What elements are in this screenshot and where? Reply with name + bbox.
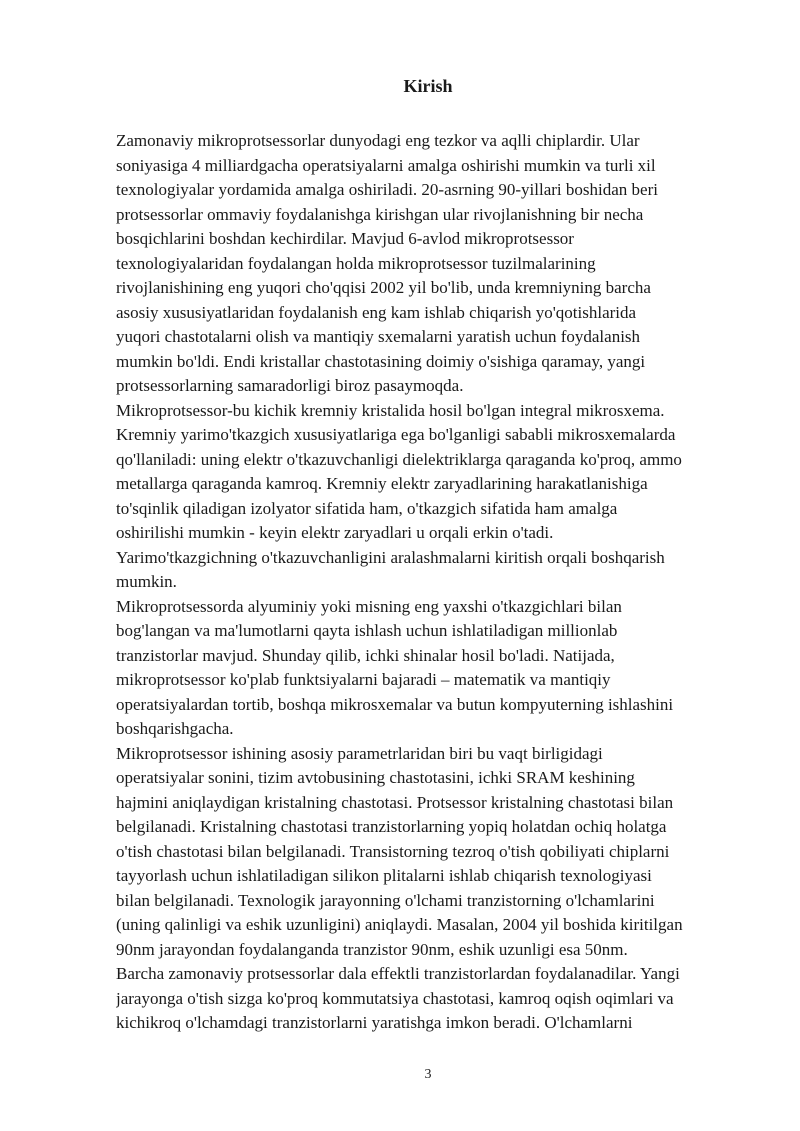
page-title: Kirish [403,76,453,96]
text-line: yuqori chastotalarni olish va mantiqiy sxemalarni yaratish uchun foydalanish [116,327,641,346]
text-line: metallarga qaraganda kamroq. Kremniy elektr zaryadlarining harakatlanishiga [116,474,648,493]
text-line: mumkin. [116,572,177,591]
text-line: protsessorlarning samaradorligi biroz pasaymoqda. [116,376,464,395]
text-line: tranzistorlar mavjud. Shunday qilib, ichki shinalar hosil bo'ladi. Natijada, [116,645,615,665]
text-line: jarayonga o'tish sizga ko'proq kommutatsiya chastotasi, kamroq oqish oqimlari va [116,988,674,1008]
text-line: Barcha zamonaviy protsessorlar dala effektli tranzistorlardan foydalanadilar. Yangi [116,964,680,983]
text-line: bilan belgilanadi. Texnologik jarayonning o'lchami tranzistorning o'lchamlarini [116,890,655,910]
text-line: soniyasiga 4 milliardgacha operatsiyalarni amalga oshirishi mumkin va turli xil [116,155,656,175]
text-line: oshirilishi mumkin - keyin elektr zaryadlari u orqali erkin o'tadi. [116,523,554,542]
text-line: Yarimo'tkazgichning o'tkazuvchanligini aralashmalarni kiritish orqali boshqarish [116,547,665,567]
text-line: Mikroprotsessor-bu kichik kremniy kristalida hosil bo'lgan integral mikrosxema. [116,400,665,420]
text-line: hajmini aniqlaydigan kristalning chastotasi. Protsessor kristalning chastotasi bilan [116,792,674,812]
text-line: tayyorlash uchun ishlatiladigan silikon plitalarni ishlab chiqarish texnologiyasi [116,866,652,885]
text-line: o'tish chastotasi bilan belgilanadi. Transistorning tezroq o'tish qobiliyati chiplarni [116,841,670,861]
text-line: texnologiyalar yordamida amalga oshiriladi. 20-asrning 90-yillari boshidan beri [116,180,658,199]
text-line: texnologiyalaridan foydalangan holda mikroprotsessor tuzilmalarining [116,253,596,273]
text-line: Zamonaviy mikroprotsessorlar dunyodagi eng tezkor va aqlli chiplardir. Ular [116,131,640,150]
body-text [116,129,756,1061]
text-line: belgilanadi. Kristalning chastotasi tranzistorlarning yopiq holatdan ochiq holatga [116,817,667,836]
text-line: operatsiyalar sonini, tizim avtobusining chastotasini, ichki SRAM keshining [116,768,635,787]
text-line: bosqichlarini boshdan kechirdilar. Mavjud 6-avlod mikroprotsessor [116,229,574,248]
page-number: 3 [424,1067,432,1082]
text-line: operatsiyalardan tortib, boshqa mikrosxemalar va butun kompyuterning ishlashini [116,694,674,714]
text-line: protsessorlar ommaviy foydalanishga kirishgan ular rivojlanishning bir necha [116,204,644,224]
text-line: rivojlanishining eng yuqori cho'qqisi 2002 yil bo'lib, unda kremniyning barcha [116,278,651,297]
text-line: Mikroprotsessor ishining asosiy parametrlaridan biri bu vaqt birligidagi [116,743,603,763]
text-line: (uning qalinligi va eshik uzunligini) aniqlaydi. Masalan, 2004 yil boshida kiritilgan [116,915,683,934]
text-line: bog'langan va ma'lumotlarni qayta ishlash uchun ishlatiladigan millionlab [116,621,618,640]
text-line: mikroprotsessor ko'plab funktsiyalarni bajaradi – matematik va mantiqiy [116,670,611,689]
text-line: Mikroprotsessorda alyuminiy yoki misning eng yaxshi o'tkazgichlari bilan [116,596,622,616]
text-line: to'sqinlik qiladigan izolyator sifatida ham, o'tkazgich sifatida ham amalga [116,498,618,518]
text-line: asosiy xususiyatlaridan foydalanish eng kam ishlab chiqarish yo'qotishlarida [116,302,637,322]
text-line: kichikroq o'lchamdagi tranzistorlarni yaratishga imkon beradi. O'lchamlarni [116,1013,633,1032]
text-line: 90nm jarayondan foydalanganda tranzistor 90nm, eshik uzunligi esa 50nm. [116,939,628,959]
text-line: qo'llaniladi: uning elektr o'tkazuvchanligi dielektriklarga qaraganda ko'proq, ammo [116,449,682,469]
text-line: mumkin bo'ldi. Endi kristallar chastotasining doimiy o'sishiga qaramay, yangi [116,351,646,371]
text-line: Kremniy yarimo'tkazgich xususiyatlariga ega bo'lganligi sababli mikrosxemalarda [116,425,676,444]
text-line: boshqarishgacha. [116,719,234,738]
